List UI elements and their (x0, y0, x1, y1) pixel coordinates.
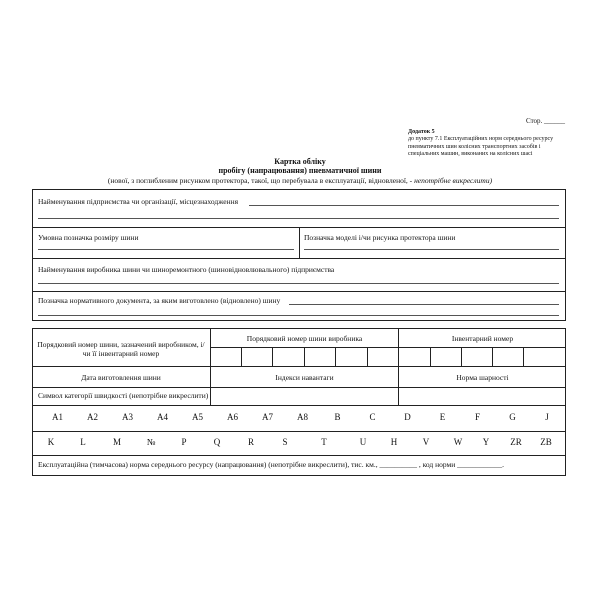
card-note (0, 176, 600, 185)
speed-s[interactable]: S (282, 437, 288, 447)
resource-label: Експлуатаційна (тимчасова) норма середнього ресурсу (напрацювання) (непотрібне викреслити), тис. км., (38, 460, 378, 469)
speed-zr[interactable]: ZR (510, 437, 522, 447)
inventory-label: Інвентарний номер (451, 334, 514, 343)
resource-code-field[interactable]: ____________. (457, 460, 505, 469)
speed-a2[interactable]: A2 (87, 412, 98, 422)
serial-label: Порядковий номер шини, зазначений виробником, і/чи її інвентарний номер (37, 340, 205, 358)
enterprise-field[interactable] (249, 205, 559, 206)
speed-c[interactable]: C (369, 412, 376, 422)
speed-a5[interactable]: A5 (192, 412, 203, 422)
date-label: Дата виготовлення шини (81, 373, 161, 382)
speed-a3[interactable]: A3 (122, 412, 133, 422)
speed-d[interactable]: D (404, 412, 411, 422)
ply-label: Норма шарності (456, 373, 509, 382)
model-label: Позначка моделі і/чи рисунка протектора шини (304, 233, 456, 242)
mfr-serial-digits[interactable] (211, 348, 398, 366)
speed-e[interactable]: E (439, 412, 446, 422)
speed-g[interactable]: G (509, 412, 516, 422)
speed-u[interactable]: U (359, 437, 367, 447)
speed-category-label: Символ категорії швидкості (непотрібне викреслити) (38, 391, 209, 400)
manufacturer-label: Найменування виробника шини чи шиноремонтного (шиновідновлювального) підприємства (38, 265, 335, 274)
speed-w[interactable]: W (453, 437, 463, 447)
manufacturer-field[interactable] (38, 283, 559, 284)
speed-a7[interactable]: A7 (262, 412, 273, 422)
speed-m[interactable]: M (112, 437, 121, 447)
tire-size-label: Умовна позначка розміру шини (38, 233, 139, 242)
norm-doc-field-2[interactable] (38, 315, 559, 316)
model-field[interactable] (304, 249, 559, 250)
speed-f[interactable]: F (474, 412, 480, 422)
speed-h[interactable]: H (390, 437, 398, 447)
norm-doc-label: Позначка нормативного документа, за яким виготовлено (відновлено) шину (38, 296, 281, 305)
speed-y[interactable]: Y (482, 437, 490, 447)
speed-k[interactable]: K (47, 437, 55, 447)
appendix-line-3: спеціальних машин, виконаних на колісних шасі (408, 150, 533, 157)
appendix-line-1: до пункту 7.1 Експлуатаційних норм середнього ресурсу (408, 136, 554, 143)
enterprise-label: Найменування підприємства чи організації, місцезнаходження (38, 197, 239, 206)
mfr-serial-label: Порядковий номер шини виробника (246, 334, 363, 343)
appendix-line-2: пневматичних шин колісних транспортних засобів і (408, 143, 541, 150)
card-subtitle: пробігу (напрацювання) пневматичної шини (218, 166, 382, 175)
appendix-title: Додаток 5 (408, 129, 435, 135)
speed-row-2 (36, 437, 564, 447)
speed-j[interactable]: J (545, 412, 549, 422)
speed-t[interactable]: T (321, 437, 327, 447)
resource-row (38, 460, 504, 469)
speed-a8[interactable]: A8 (297, 412, 308, 422)
speed-l[interactable]: L (80, 437, 86, 447)
speed-v[interactable]: V (422, 437, 430, 447)
card-title: Картка обліку (274, 157, 326, 166)
inventory-digits[interactable] (399, 348, 566, 366)
norm-doc-field[interactable] (289, 304, 559, 305)
page-number-label: Стор. ______ (526, 117, 566, 125)
speed-a4[interactable]: A4 (157, 412, 168, 422)
speed-row-1 (40, 412, 564, 422)
speed-zb[interactable]: ZB (540, 437, 552, 447)
speed-q[interactable]: Q (213, 437, 221, 447)
resource-code-label: , код норми (418, 460, 456, 469)
speed-b[interactable]: B (334, 412, 341, 422)
speed-a1[interactable]: A1 (52, 412, 63, 422)
speed-a6[interactable]: A6 (227, 412, 238, 422)
tire-size-field[interactable] (38, 249, 294, 250)
resource-value-field[interactable]: __________ (379, 460, 417, 469)
speed-n[interactable]: № (146, 437, 156, 447)
speed-p[interactable]: P (181, 437, 187, 447)
enterprise-field-2[interactable] (38, 218, 559, 219)
card-note-text: (нової, з поглибленим рисунком протектора, такої, що перебувала в експлуатації, відновленої, - (107, 176, 413, 185)
appendix-block (408, 129, 553, 158)
load-index-label: Індекси навантаги (275, 373, 334, 382)
card-note-strike: непотрібне викреслити) (414, 176, 493, 185)
speed-r[interactable]: R (247, 437, 254, 447)
